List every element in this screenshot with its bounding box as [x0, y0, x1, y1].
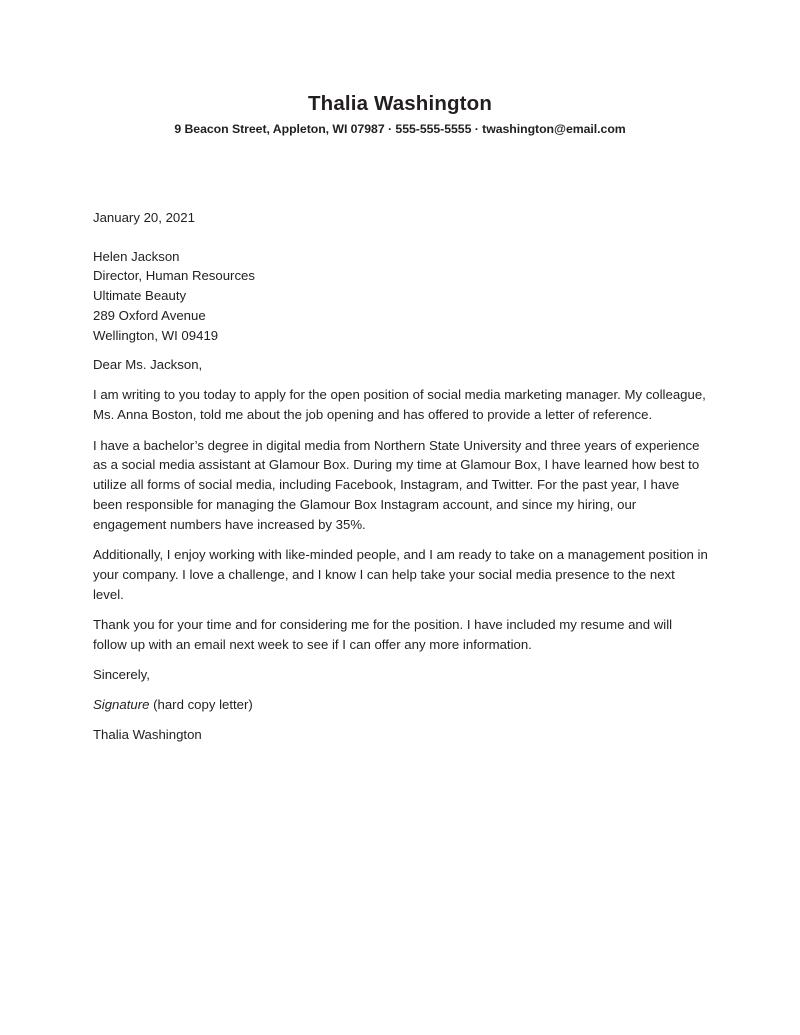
- recipient-address-block: [93, 247, 709, 346]
- salutation: Dear Ms. Jackson,: [93, 357, 203, 373]
- letter-date: January 20, 2021: [93, 210, 195, 225]
- signature-placeholder-note: (hard copy letter): [149, 697, 253, 713]
- spacer-2: [93, 425, 709, 436]
- spacer-3: [93, 535, 709, 546]
- signature-placeholder-line: [93, 695, 709, 715]
- signature-placeholder-italic: Signature: [93, 697, 150, 713]
- spacer-7: [93, 715, 709, 726]
- letterhead: [0, 0, 800, 136]
- body-paragraph-2: I have a bachelor’s degree in digital media from Northern State University and three years of experience as a social media assistant at Glamour Box. During my time at Glamour Box, I have learned how best to utilize all forms of social media, including Facebook, Instagram, and Twitter. For the past year, I have been responsible for managing the Glamour Box Instagram account, and since my hiring, our engagement numbers have increased by 35%.: [93, 437, 700, 532]
- recipient-city-state-zip: Wellington, WI 09419: [93, 327, 219, 343]
- recipient-name: Helen Jackson: [93, 248, 180, 264]
- signer-name: Thalia Washington: [93, 727, 202, 743]
- recipient-title: Director, Human Resources: [93, 268, 255, 284]
- spacer-5: [93, 654, 709, 665]
- body-paragraph-3: Additionally, I enjoy working with like-minded people, and I am ready to take on a management position in your company. I love a challenge, and I know I can help take your social media presence to the next level.: [93, 547, 708, 602]
- spacer-after-date: [93, 228, 709, 247]
- closing: Sincerely,: [93, 666, 150, 682]
- recipient-company: Ultimate Beauty: [93, 288, 187, 304]
- spacer-1: [93, 375, 709, 386]
- body-paragraph-1: I am writing to you today to apply for the open position of social media marketing manager. My colleague, Ms. Anna Boston, told me about the job opening and has offered to provide a letter of reference.: [93, 387, 706, 423]
- letter-body: [93, 208, 709, 745]
- letterhead-name: Thalia Washington: [307, 92, 492, 115]
- spacer-6: [93, 685, 709, 696]
- spacer-4: [93, 604, 709, 615]
- letterhead-contact-line: 9 Beacon Street, Appleton, WI 07987 · 555-555-5555 · twashington@email.com: [174, 121, 626, 136]
- spacer-before-salutation: [93, 345, 709, 355]
- body-paragraph-4: Thank you for your time and for considering me for the position. I have included my resume and will follow up with an email next week to see if I can offer any more information.: [93, 616, 673, 652]
- recipient-street: 289 Oxford Avenue: [93, 307, 206, 323]
